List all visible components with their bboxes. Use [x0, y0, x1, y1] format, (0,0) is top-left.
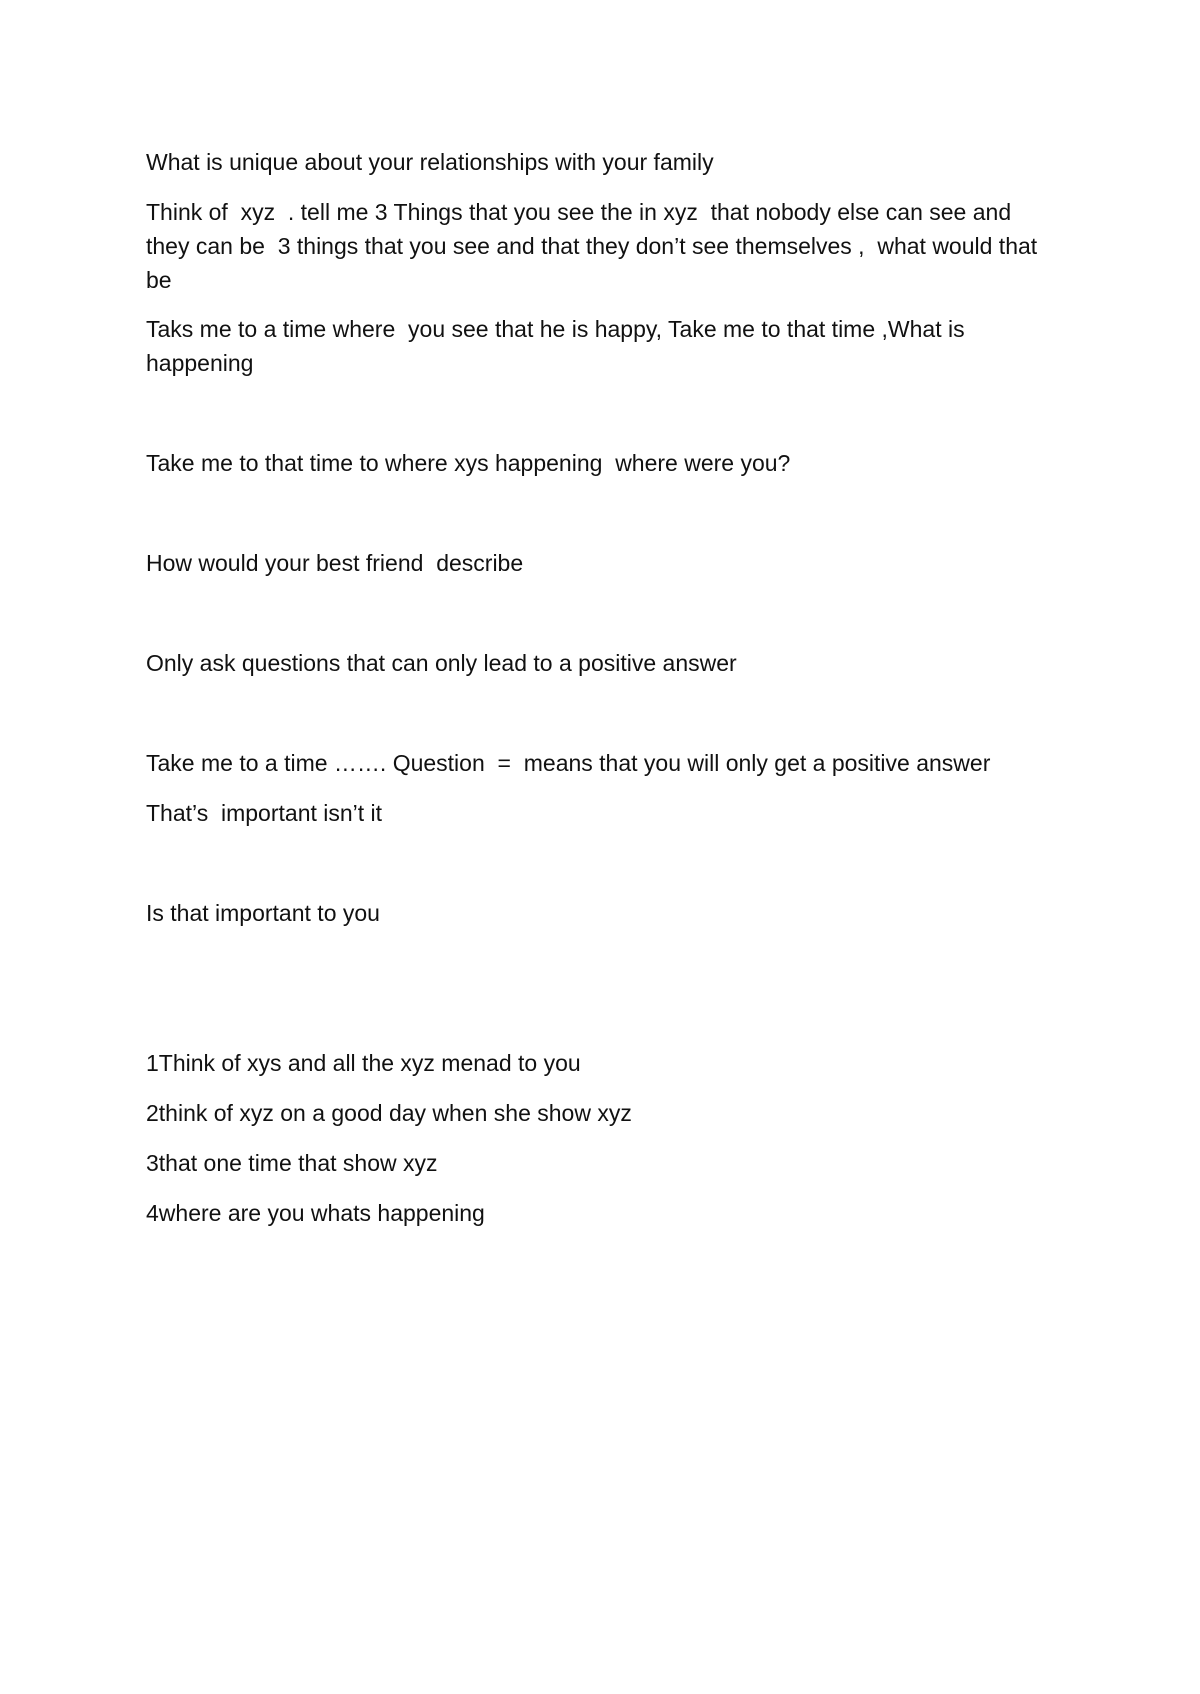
paragraph-think-of-xyz: Think of xyz . tell me 3 Things that you see the in xyz that nobody else can see and they can be 3 things that you see and that they don’t see themselves , what would that be — [146, 199, 1044, 293]
paragraph-happy-time: Taks me to a time where you see that he is happy, Take me to that time ,What is happening — [146, 316, 971, 376]
paragraph-family-question: What is unique about your relationships with your family — [146, 149, 714, 175]
numbered-step-3: 3that one time that show xyz — [146, 1150, 438, 1176]
paragraph-where-were-you: Take me to that time to where xys happening where were you? — [146, 450, 791, 476]
numbered-step-2: 2think of xyz on a good day when she show xyz — [146, 1100, 632, 1126]
numbered-step-4: 4where are you whats happening — [146, 1200, 485, 1226]
paragraph-best-friend: How would your best friend describe — [146, 550, 524, 576]
paragraph-important-isnt-it: That’s important isn’t it — [146, 800, 383, 826]
paragraph-positive-questions: Only ask questions that can only lead to a positive answer — [146, 650, 737, 676]
numbered-step-1: 1Think of xys and all the xyz menad to you — [146, 1050, 581, 1076]
paragraph-important-to-you: Is that important to you — [146, 900, 380, 926]
paragraph-question-rule: Take me to a time ……. Question = means that you will only get a positive answer — [146, 750, 991, 776]
